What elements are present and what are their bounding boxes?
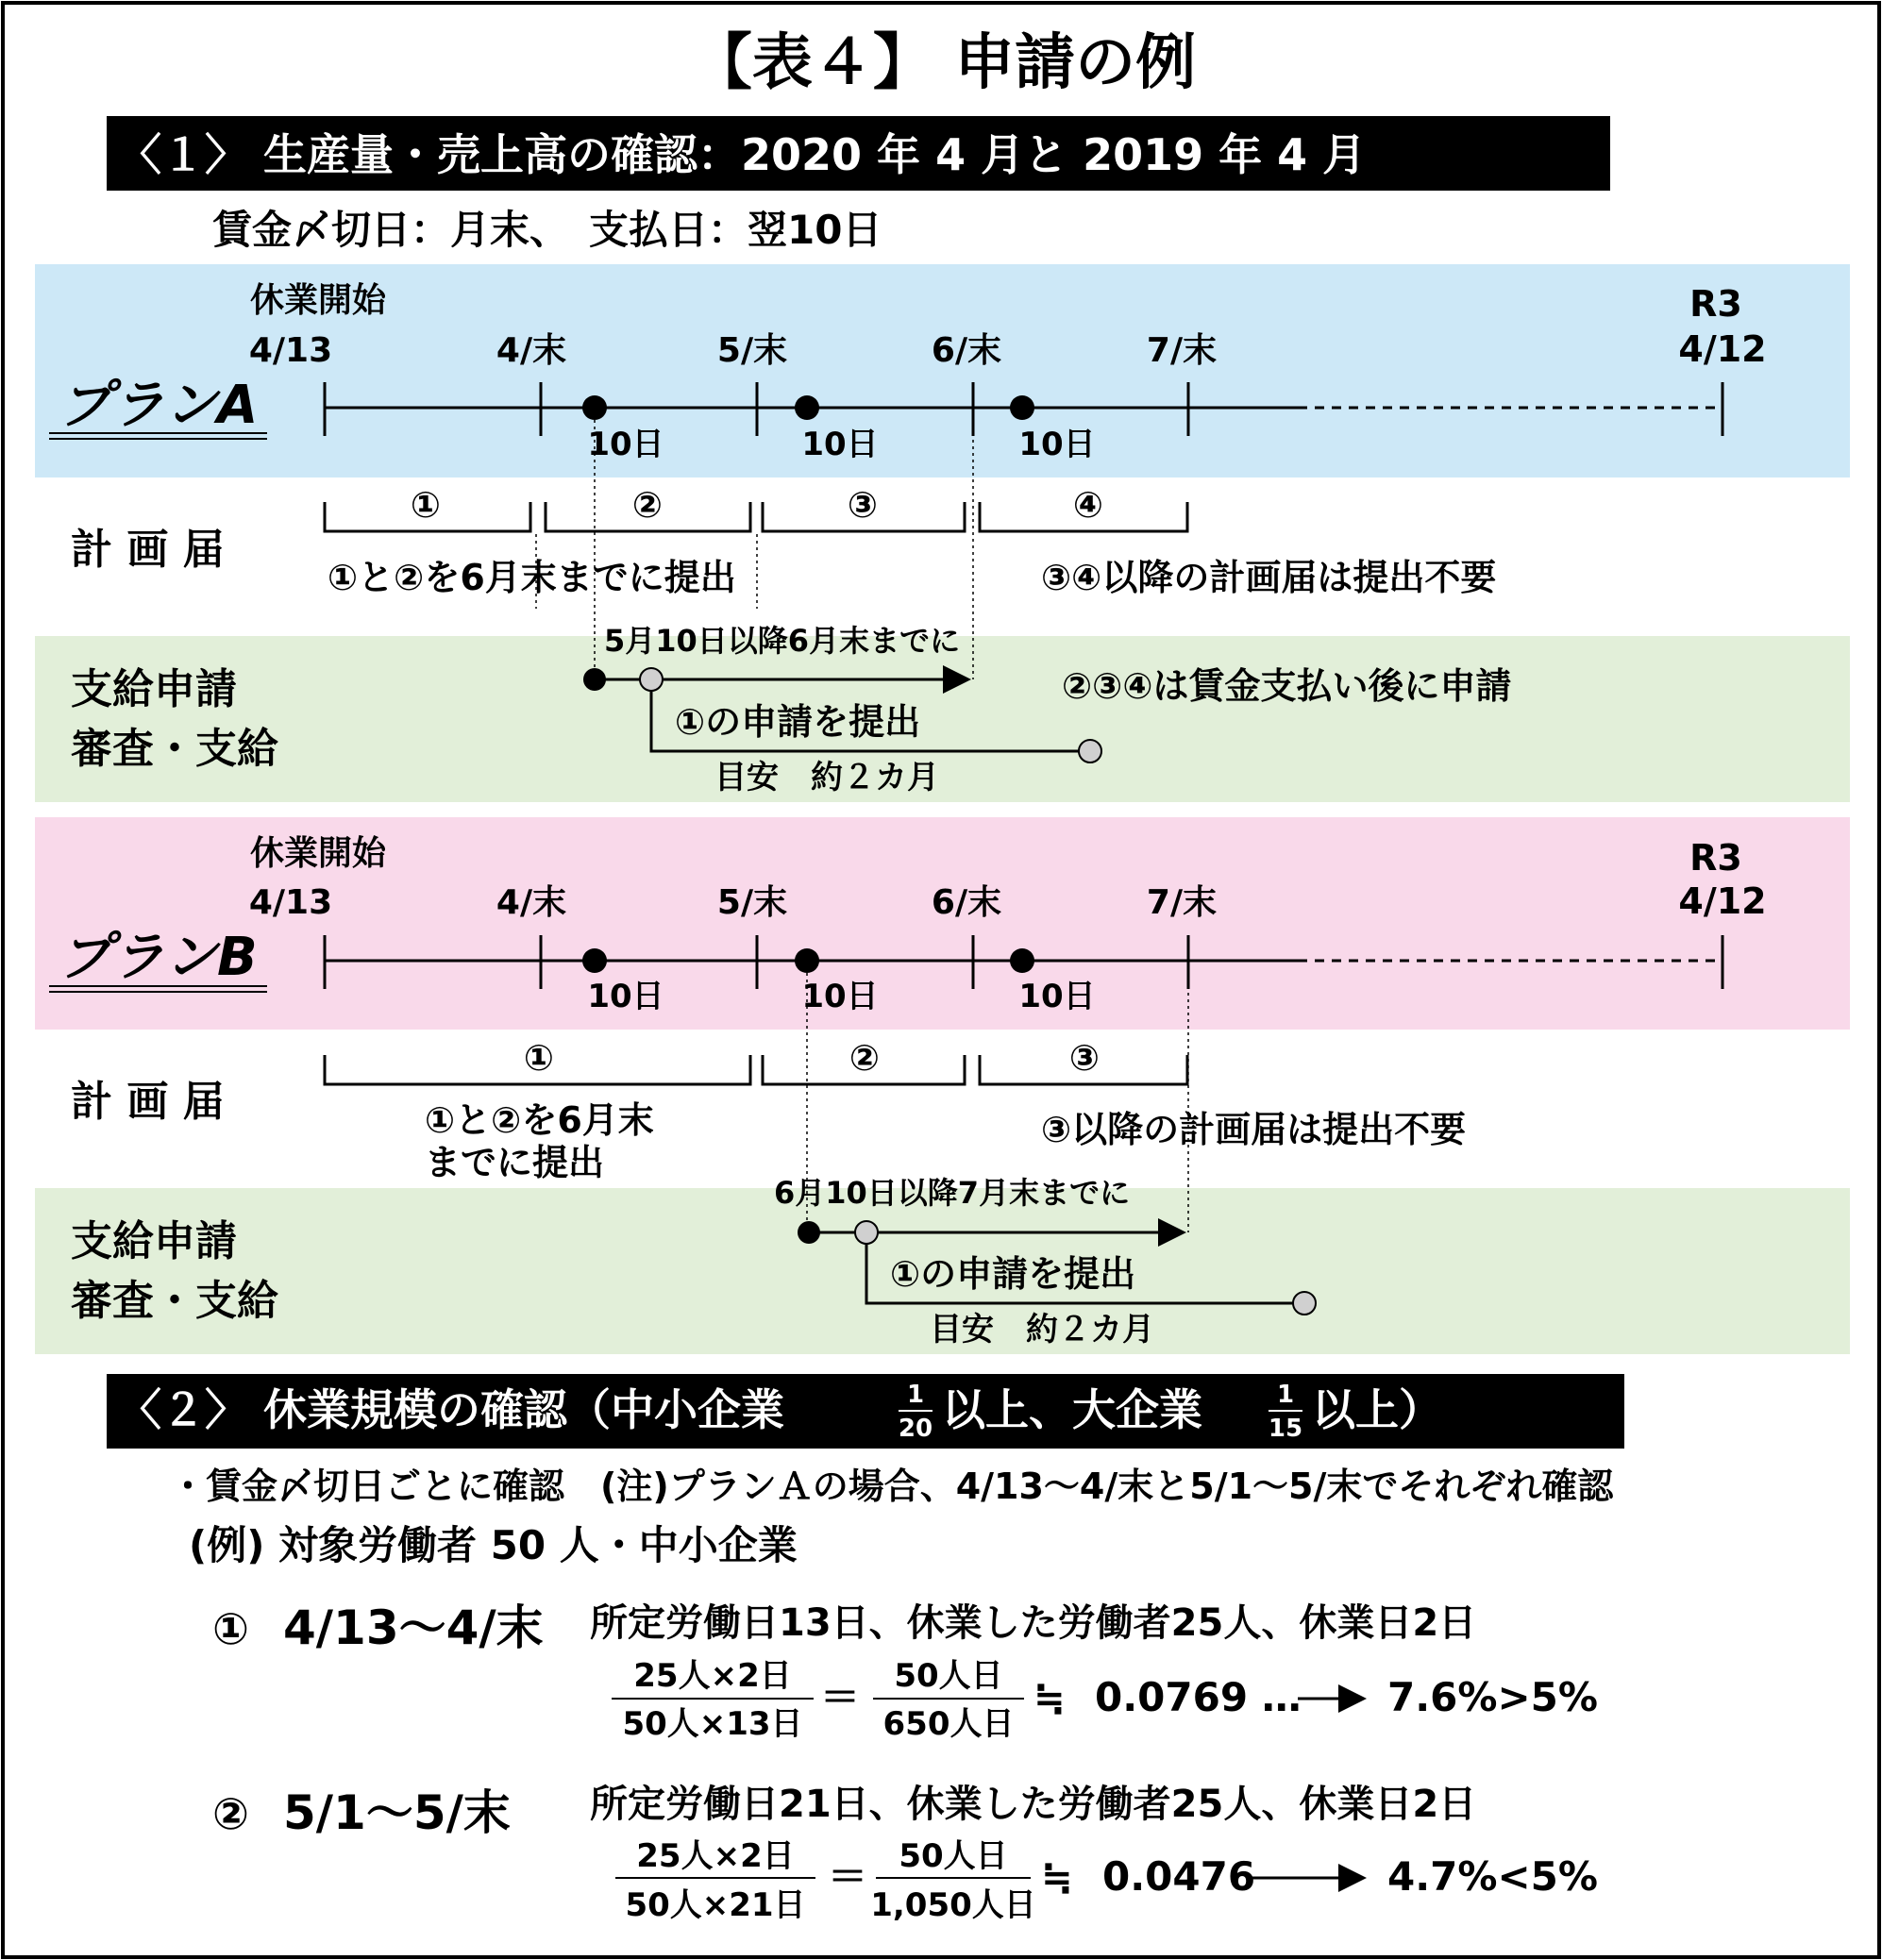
calc2-value: 0.0476 [1102,1853,1256,1900]
plan-a-period-marker: ④ [1072,484,1104,526]
plan-a-later-note: ②③④は賃金支払い後に申請 [1062,665,1512,707]
calc2-numerator-2: 50人日 [899,1837,1008,1875]
plan-a-tick-label: 4/13 [248,331,333,370]
plan-a-tick-label: 4/末 [496,331,567,370]
plan-b-no-need-note: ③以降の計画届は提出不要 [1041,1109,1467,1150]
calc2-range: 5/1～5/末 [283,1785,511,1840]
plan-a-payday-dot [582,395,607,420]
plan-a-period-marker: ① [410,484,442,526]
calc2-approx: ≒ [1041,1856,1073,1900]
plan-a-no-need-note: ③④以降の計画届は提出不要 [1041,557,1497,598]
plan-b-period-marker: ① [523,1037,555,1079]
calc2-denominator-1: 50人×21日 [625,1886,806,1924]
plan-b-apply-row-label-2: 審査・支給 [71,1277,278,1325]
calc2-marker: ② [212,1788,249,1839]
plan-a-name: プランA [59,375,259,436]
plan-a-tick-label: 6/末 [931,331,1002,370]
calc2-equals: ＝ [827,1853,868,1900]
plan-b-duration-note: 目安 約２カ月 [930,1311,1154,1349]
plan-b-apply-dot [855,1221,878,1244]
plan-a-apply-band [35,636,1850,802]
calc1-description: 所定労働日13日、休業した労働者25人、休業日2日 [590,1601,1477,1645]
plan-b-tick-label: 4/13 [248,883,333,922]
plan-b-payday-label: 10日 [1018,978,1096,1015]
section2-bullet: ・賃金〆切日ごとに確認 (注)プランＡの場合、4/13～4/末と5/1～5/末でそれぞれ確認 [170,1466,1614,1507]
plan-a-plan-row-label: 計 画 届 [71,526,225,574]
section2-example: (例) 対象労働者 50 人・中小企業 [189,1522,798,1568]
plan-a-apply-note: ①の申請を提出 [675,701,921,743]
plan-a-deadline-note: 5月10日以降6月末までに [604,623,961,659]
plan-a-deadline-start-dot [583,668,606,691]
plan-a-duration-note: 目安 約２カ月 [714,759,939,796]
plan-b-payday-label: 10日 [587,978,664,1015]
plan-b-tick-label: 7/末 [1146,883,1218,922]
calc1-value: 0.0769 … [1095,1674,1302,1720]
plan-a-apply-row-label-1: 支給申請 [71,665,237,713]
plan-b-tick-label: 5/末 [716,883,788,922]
calc1-numerator-2: 50人日 [894,1657,1003,1695]
calc2-result: 4.7%<5% [1387,1853,1598,1900]
plan-b-name: プランB [59,927,258,988]
plan-a-apply-row-label-2: 審査・支給 [71,725,278,773]
plan-a-payment-dot [1079,740,1101,762]
plan-a-apply-dot [640,668,663,691]
calc1-approx: ≒ [1033,1677,1066,1720]
plan-b-tick-label: 6/末 [931,883,1002,922]
calc2-numerator-1: 25人×2日 [636,1837,795,1875]
plan-b-start-label: 休業開始 [250,834,387,873]
plan-b-payment-dot [1293,1292,1316,1315]
plan-b-plan-row-label: 計 画 届 [71,1078,225,1126]
plan-b-deadline-start-dot [798,1221,820,1244]
plan-a-end-label-top: R3 [1689,283,1742,325]
plan-b-payday-dot [1010,948,1034,973]
calc1-denominator-2: 650人日 [882,1705,1015,1743]
plan-b-submit-note-2: までに提出 [425,1142,605,1183]
plan-a-payday-dot [795,395,819,420]
plan-b-period-marker: ② [849,1037,881,1079]
plan-b-payday-label: 10日 [801,978,879,1015]
plan-b-end-label-bottom: 4/12 [1678,880,1767,922]
plan-a-end-label-bottom: 4/12 [1678,328,1767,370]
plan-a-payday-label: 10日 [1018,426,1096,463]
plan-a-tick-label: 5/末 [716,331,788,370]
plan-a-payday-label: 10日 [801,426,879,463]
section2-fraction1-denominator: 20 [898,1415,933,1443]
plan-b-deadline-note: 6月10日以降7月末までに [774,1175,1131,1211]
section2-fraction2-denominator: 15 [1268,1415,1303,1443]
plan-a-start-label: 休業開始 [250,281,387,320]
section1-heading: 〈１〉 生産量・売上高の確認：2020 年 4 月と 2019 年 4 月 [118,129,1367,180]
plan-b-apply-row-label-1: 支給申請 [71,1217,237,1265]
section2-heading-part3: 以上） [1312,1384,1442,1435]
calc1-range: 4/13～4/末 [283,1600,544,1655]
plan-a-submit-note: ①と②を6月末までに提出 [328,557,736,598]
calc2-description: 所定労働日21日、休業した労働者25人、休業日2日 [590,1783,1477,1826]
section2-heading-part1: 〈２〉 休業規模の確認（中小企業 [118,1384,785,1435]
plan-a-tick-label: 7/末 [1146,331,1218,370]
plan-b-submit-note-1: ①と②を6月末 [425,1099,654,1141]
plan-b-payday-dot [795,948,819,973]
plan-a-payday-dot [1010,395,1034,420]
calc1-numerator-1: 25人×2日 [633,1657,792,1695]
section2-heading-part2: 以上、大企業 [942,1384,1202,1435]
calc2-denominator-2: 1,050人日 [870,1886,1036,1924]
plan-b-payday-dot [582,948,607,973]
plan-a-period-marker: ③ [847,484,879,526]
plan-b-period-marker: ③ [1068,1037,1101,1079]
plan-a-payday-label: 10日 [587,426,664,463]
plan-b-end-label-top: R3 [1689,837,1742,879]
plan-a-period-marker: ② [631,484,664,526]
plan-b-tick-label: 4/末 [496,883,567,922]
calc1-result: 7.6%>5% [1387,1674,1598,1720]
section2-fraction1-numerator: 1 [906,1381,925,1409]
plan-b-apply-note: ①の申請を提出 [890,1253,1136,1295]
page-title: 【表４】 申請の例 [691,28,1197,98]
calc1-marker: ① [212,1603,249,1654]
calc1-equals: ＝ [819,1674,861,1720]
section2-fraction2-numerator: 1 [1276,1381,1295,1409]
section1-subline: 賃金〆切日：月末、 支払日：翌10日 [212,207,882,253]
calc1-denominator-1: 50人×13日 [622,1705,803,1743]
